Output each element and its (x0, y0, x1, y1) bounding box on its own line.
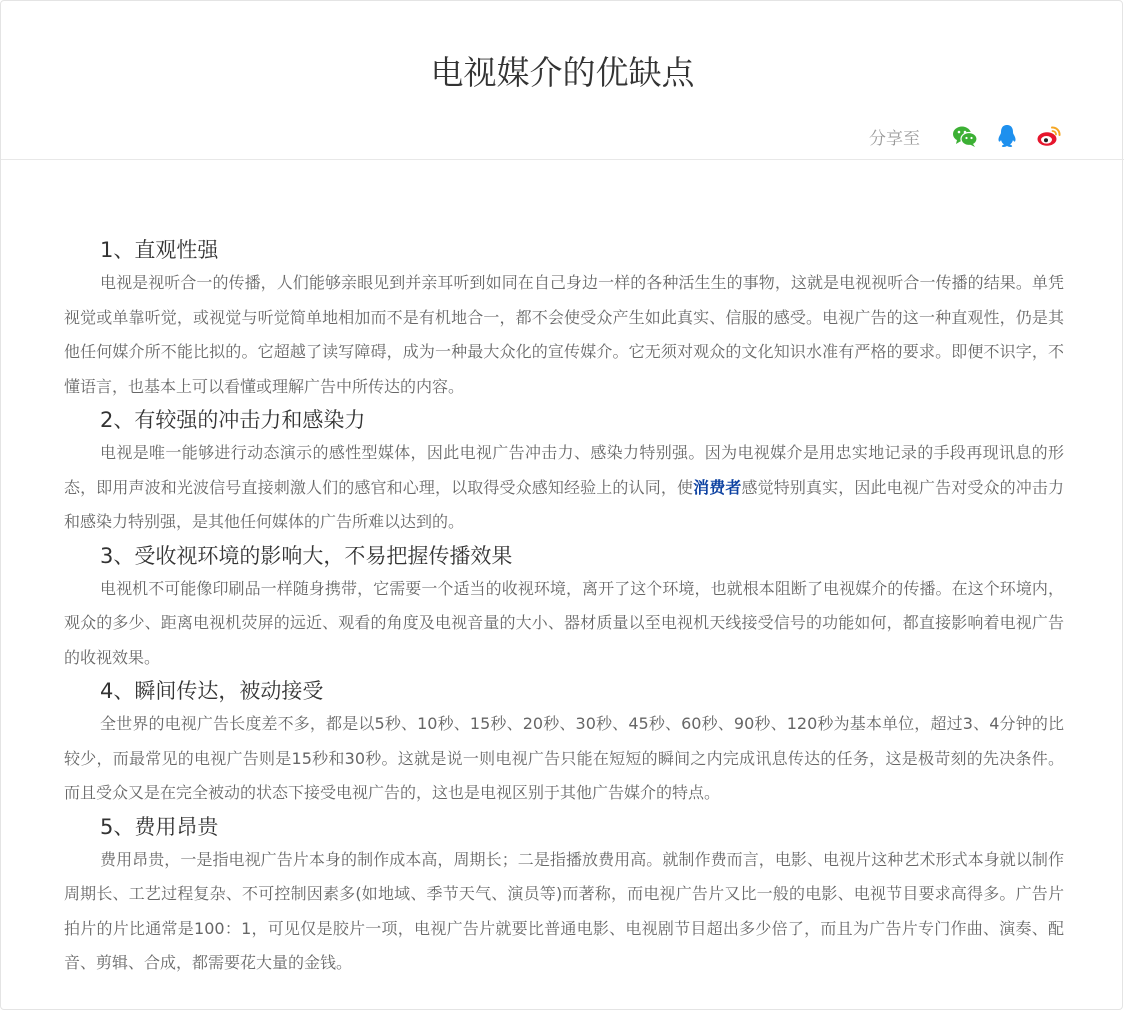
article-header (1, 1, 1124, 160)
qq-icon[interactable] (994, 123, 1020, 149)
share-label: 分享至 (869, 128, 920, 149)
section-paragraph: 电视是视听合一的传播，人们能够亲眼见到并亲耳听到如同在自己身边一样的各种活生生的事物，这就是电视视听合一传播的结果。单凭视觉或单靠听觉，或视觉与听觉简单地相加而不是有机地合一，都不会使受众产生如此真实、信服的感受。电视广告的这一种直观性，仍是其他任何媒介所不能比拟的。它超越了读写障碍，成为一种最大众化的宣传媒介。它无须对观众的文化知识水准有严格的要求。即便不识字，不懂语言，也基本上可以看懂或理解广告中所传达的内容。 (64, 273, 1064, 396)
section-paragraph: 电视机不可能像印刷品一样随身携带，它需要一个适当的收视环境，离开了这个环境，也就根本阻断了电视媒介的传播。在这个环境内，观众的多少、距离电视机荧屏的远近、观看的角度及电视音量的大小、器材质量以至电视机天线接受信号的功能如何，都直接影响着电视广告的收视效果。 (64, 578, 1064, 667)
paragraph-text: 感觉特别真实，因此电视广告对受众的冲击力和感染力特别强，是其他任何媒体的广告所难以达到的。 (64, 477, 1064, 531)
section-heading: 2、有较强的冲击力和感染力 (100, 408, 366, 432)
section-paragraph: 费用昂贵，一是指电视广告片本身的制作成本高，周期长；二是指播放费用高。就制作费而言，电影、电视片这种艺术形式本身就以制作周期长、工艺过程复杂、不可控制因素多(如地域、季节天气、演员等)而著称，而电视广告片又比一般的电影、电视节目要求高得多。广告片拍片的片比通常是100：1，可见仅是胶片一项，电视广告片就要比普通电影、电视剧节目超出多少倍了，而且为广告片专门作曲、演奏、配音、剪辑、合成，都需要花大量的金钱。 (64, 849, 1064, 972)
section-paragraph: 全世界的电视广告长度差不多，都是以5秒、10秒、15秒、20秒、30秒、45秒、60秒、90秒、120秒为基本单位，超过3、4分钟的比较少，而最常见的电视广告则是15秒和30秒。这就是说一则电视广告只能在短短的瞬间之内完成讯息传达的任务，这是极苛刻的先决条件。而且受众又是在完全被动的状态下接受电视广告的，这也是电视区别于其他广告媒介的特点。 (64, 714, 1064, 802)
article-body (64, 234, 1064, 981)
section-heading: 3、受收视环境的影响大，不易把握传播效果 (100, 543, 513, 568)
paragraph-text: 电视是唯一能够进行动态演示的感性型媒体，因此电视广告冲击力、感染力特别强。因为电视媒介是用忠实地记录的手段再现讯息的形态，即用声波和光波信号直接刺激人们的感官和心理，以取得受众感知经验上的认同，使 (64, 443, 1064, 497)
share-bar (869, 121, 1062, 151)
weibo-icon[interactable] (1036, 123, 1062, 149)
section-heading: 5、费用昂贵 (100, 814, 219, 839)
section-heading: 1、直观性强 (100, 238, 219, 262)
wechat-icon[interactable] (952, 123, 978, 149)
page-title: 电视媒介的优缺点 (430, 53, 695, 92)
consumer-link[interactable]: 消费者 (693, 477, 742, 497)
section-heading: 4、瞬间传达，被动接受 (100, 679, 324, 703)
section-paragraph (64, 436, 1064, 540)
